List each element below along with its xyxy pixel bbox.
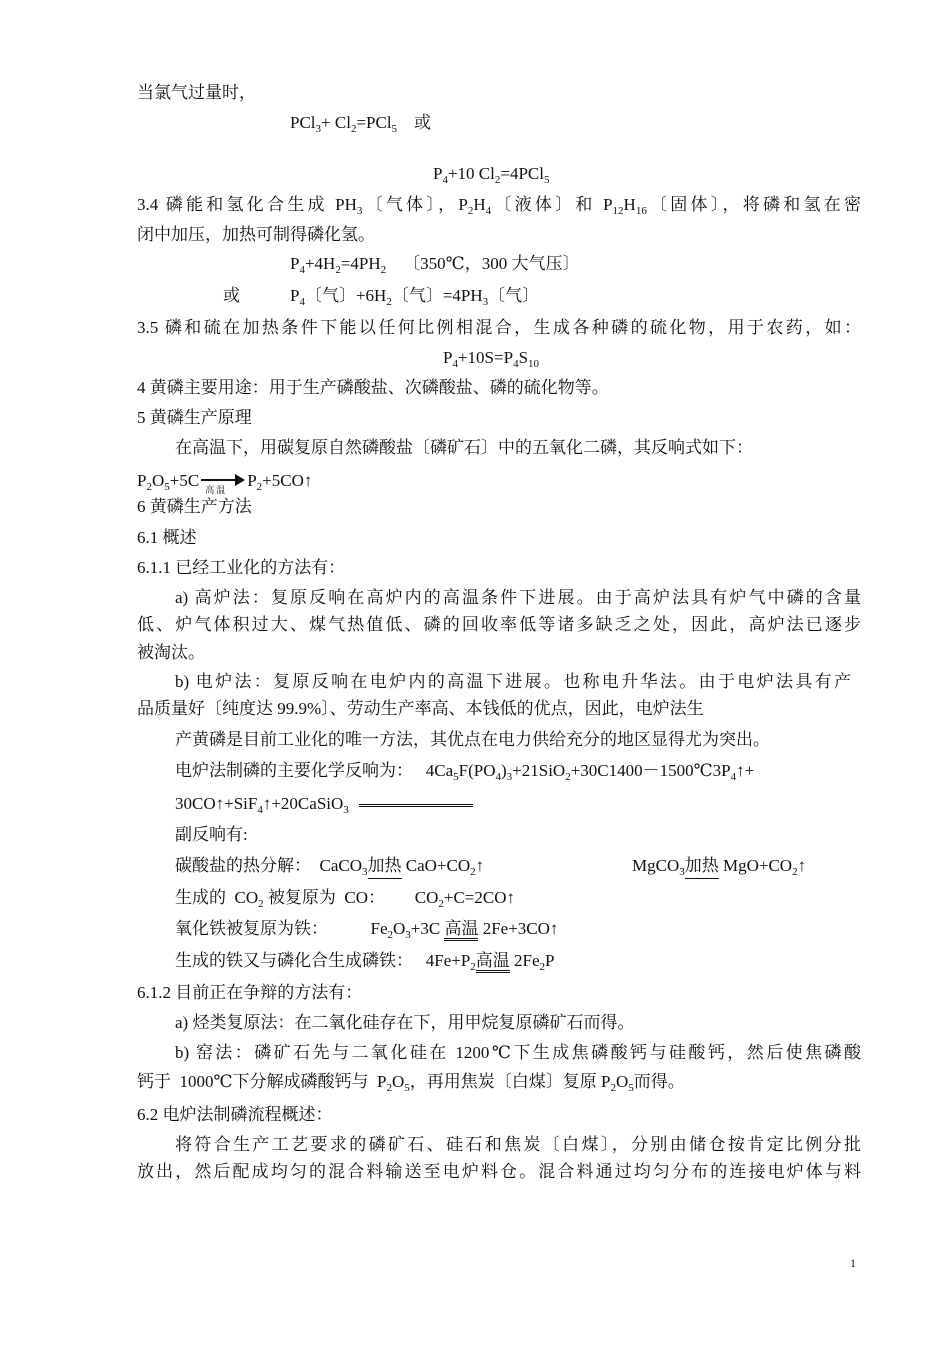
section-3-4: 3.4 磷能和氢化合生成 $PH_3$〔气体〕，$P_2H_4$〔液体〕和 $P_{12}H_{16}$〔固体〕，将磷和氢在密: [137, 195, 861, 217]
text-line: 当氯气过量时，: [137, 83, 256, 102]
equation-pcl5: $PCl_3+ Cl_2=PCl_5$ 或: [290, 113, 432, 135]
section-6-1-2-heading: 6.1.2 目前正在争辩的方法有：: [137, 983, 363, 1002]
section-5-heading: 5 黄磷生产原理: [137, 408, 252, 427]
text-line: 副反响有:: [175, 825, 248, 844]
equation-fe2o3: 氧化铁被复原为铁： $Fe_2O_3+3C$ 高温 2Fe+3CO↑: [175, 919, 559, 941]
equation-co2: 生成的 $CO_2$ 被复原为 CO： $CO_2+C=2CO↑$: [175, 888, 515, 910]
text-line: 产黄磷是目前工业化的唯一方法，其优点在电力供给充分的地区显得尤为突出。: [175, 730, 770, 749]
double-underline-rule: [359, 798, 473, 807]
text-line: b) 窑法：磷矿石先与二氧化硅在 1200℃下生成焦磷酸钙与硅酸钙，然后使焦磷酸: [175, 1043, 861, 1062]
text-line: 闭中加压，加热可制得磷化氢。: [137, 225, 375, 244]
text-line: b) 电炉法：复原反响在电炉内的高温下进展。也称电升华法。由于电炉法具有产: [175, 672, 851, 691]
equation-fe2p: 生成的铁又与磷化合生成磷铁： $4Fe+P_2$高温 $2Fe_2P$: [175, 951, 555, 973]
text-line: 放出，然后配成均匀的混合料输送至电炉料仓。混合料通过均匀分布的连接电炉体与料: [137, 1162, 861, 1181]
page-number: 1: [850, 1256, 856, 1270]
equation-main-reaction: 电炉法制磷的主要化学反响为： $4Ca_5F(PO_4)_3+21SiO_2+30C1400-1500℃3P_4↑+$: [175, 761, 755, 783]
equation-mgco3: MgCO$_3$加热 $MgO+CO_2↑$: [632, 856, 807, 878]
reaction-arrow-icon: 高温: [201, 473, 245, 491]
text-line: 钙于 1000℃下分解成磷酸钙与 $P_2O_5$，再用焦炭〔白煤〕复原 $P_2O_5$而得。: [137, 1072, 685, 1094]
section-4: 4 黄磷主要用途：用于生产磷酸盐、次磷酸盐、磷的硫化物等。: [137, 378, 609, 397]
equation-p4-cl2: $P_4+10$ $Cl_2=4PCl_5$: [433, 164, 550, 186]
text-line: 将符合生产工艺要求的磷矿石、硅石和焦炭〔白煤〕，分别由储仓按肯定比例分批: [175, 1135, 861, 1154]
section-6-2-heading: 6.2 电炉法制磷流程概述：: [137, 1105, 333, 1124]
text-line: 低、炉气体积过大、煤气热值低、磷的回收率低等诸多缺乏之处，因此，高炉法已逐步: [137, 615, 861, 634]
section-3-5: 3.5 磷和硫在加热条件下能以任何比例相混合，生成各种磷的硫化物，用于农药，如：: [137, 318, 861, 337]
text-line: 被淘汰。: [137, 643, 205, 662]
text-line: a) 烃类复原法：在二氧化硅存在下，用甲烷复原磷矿石而得。: [175, 1013, 635, 1032]
equation-main-reaction-cont: 30CO↑+SiF$_4$↑+20CaSiO$_3$: [175, 793, 473, 815]
text-line: 在高温下，用碳复原自然磷酸盐〔磷矿石〕中的五氧化二磷，其反响式如下：: [175, 438, 753, 457]
equation-ph3: $P_4$〔气〕$+6H_2$〔气〕$=4PH_3$〔气〕: [290, 286, 540, 308]
section-6-heading: 6 黄磷生产方法: [137, 497, 252, 516]
or-label: 或: [223, 286, 240, 305]
equation-ph2: $P_4+4H_2=4PH_2$ 〔350℃，300 大气压〕: [290, 254, 580, 276]
equation-p4s10: $P_4+10S=P_4S_{10}$: [443, 348, 540, 370]
equation-p2o5-reduction: $P_2O_5+5C$ 高温 $P_2+5CO↑$: [137, 471, 313, 496]
section-6-1-heading: 6.1 概述: [137, 528, 197, 547]
section-6-1-1-heading: 6.1.1 已经工业化的方法有：: [137, 558, 346, 577]
text-line: a) 高炉法：复原反响在高炉内的高温条件下进展。由于高炉法具有炉气中磷的含量: [175, 588, 861, 607]
text-line: 品质量好〔纯度达 99.9%〕、劳动生产率高、本钱低的优点，因此，电炉法生: [137, 699, 704, 718]
equation-caco3: 碳酸盐的热分解： CaCO$_3$加热 $CaO+CO_2↑$: [175, 856, 485, 878]
